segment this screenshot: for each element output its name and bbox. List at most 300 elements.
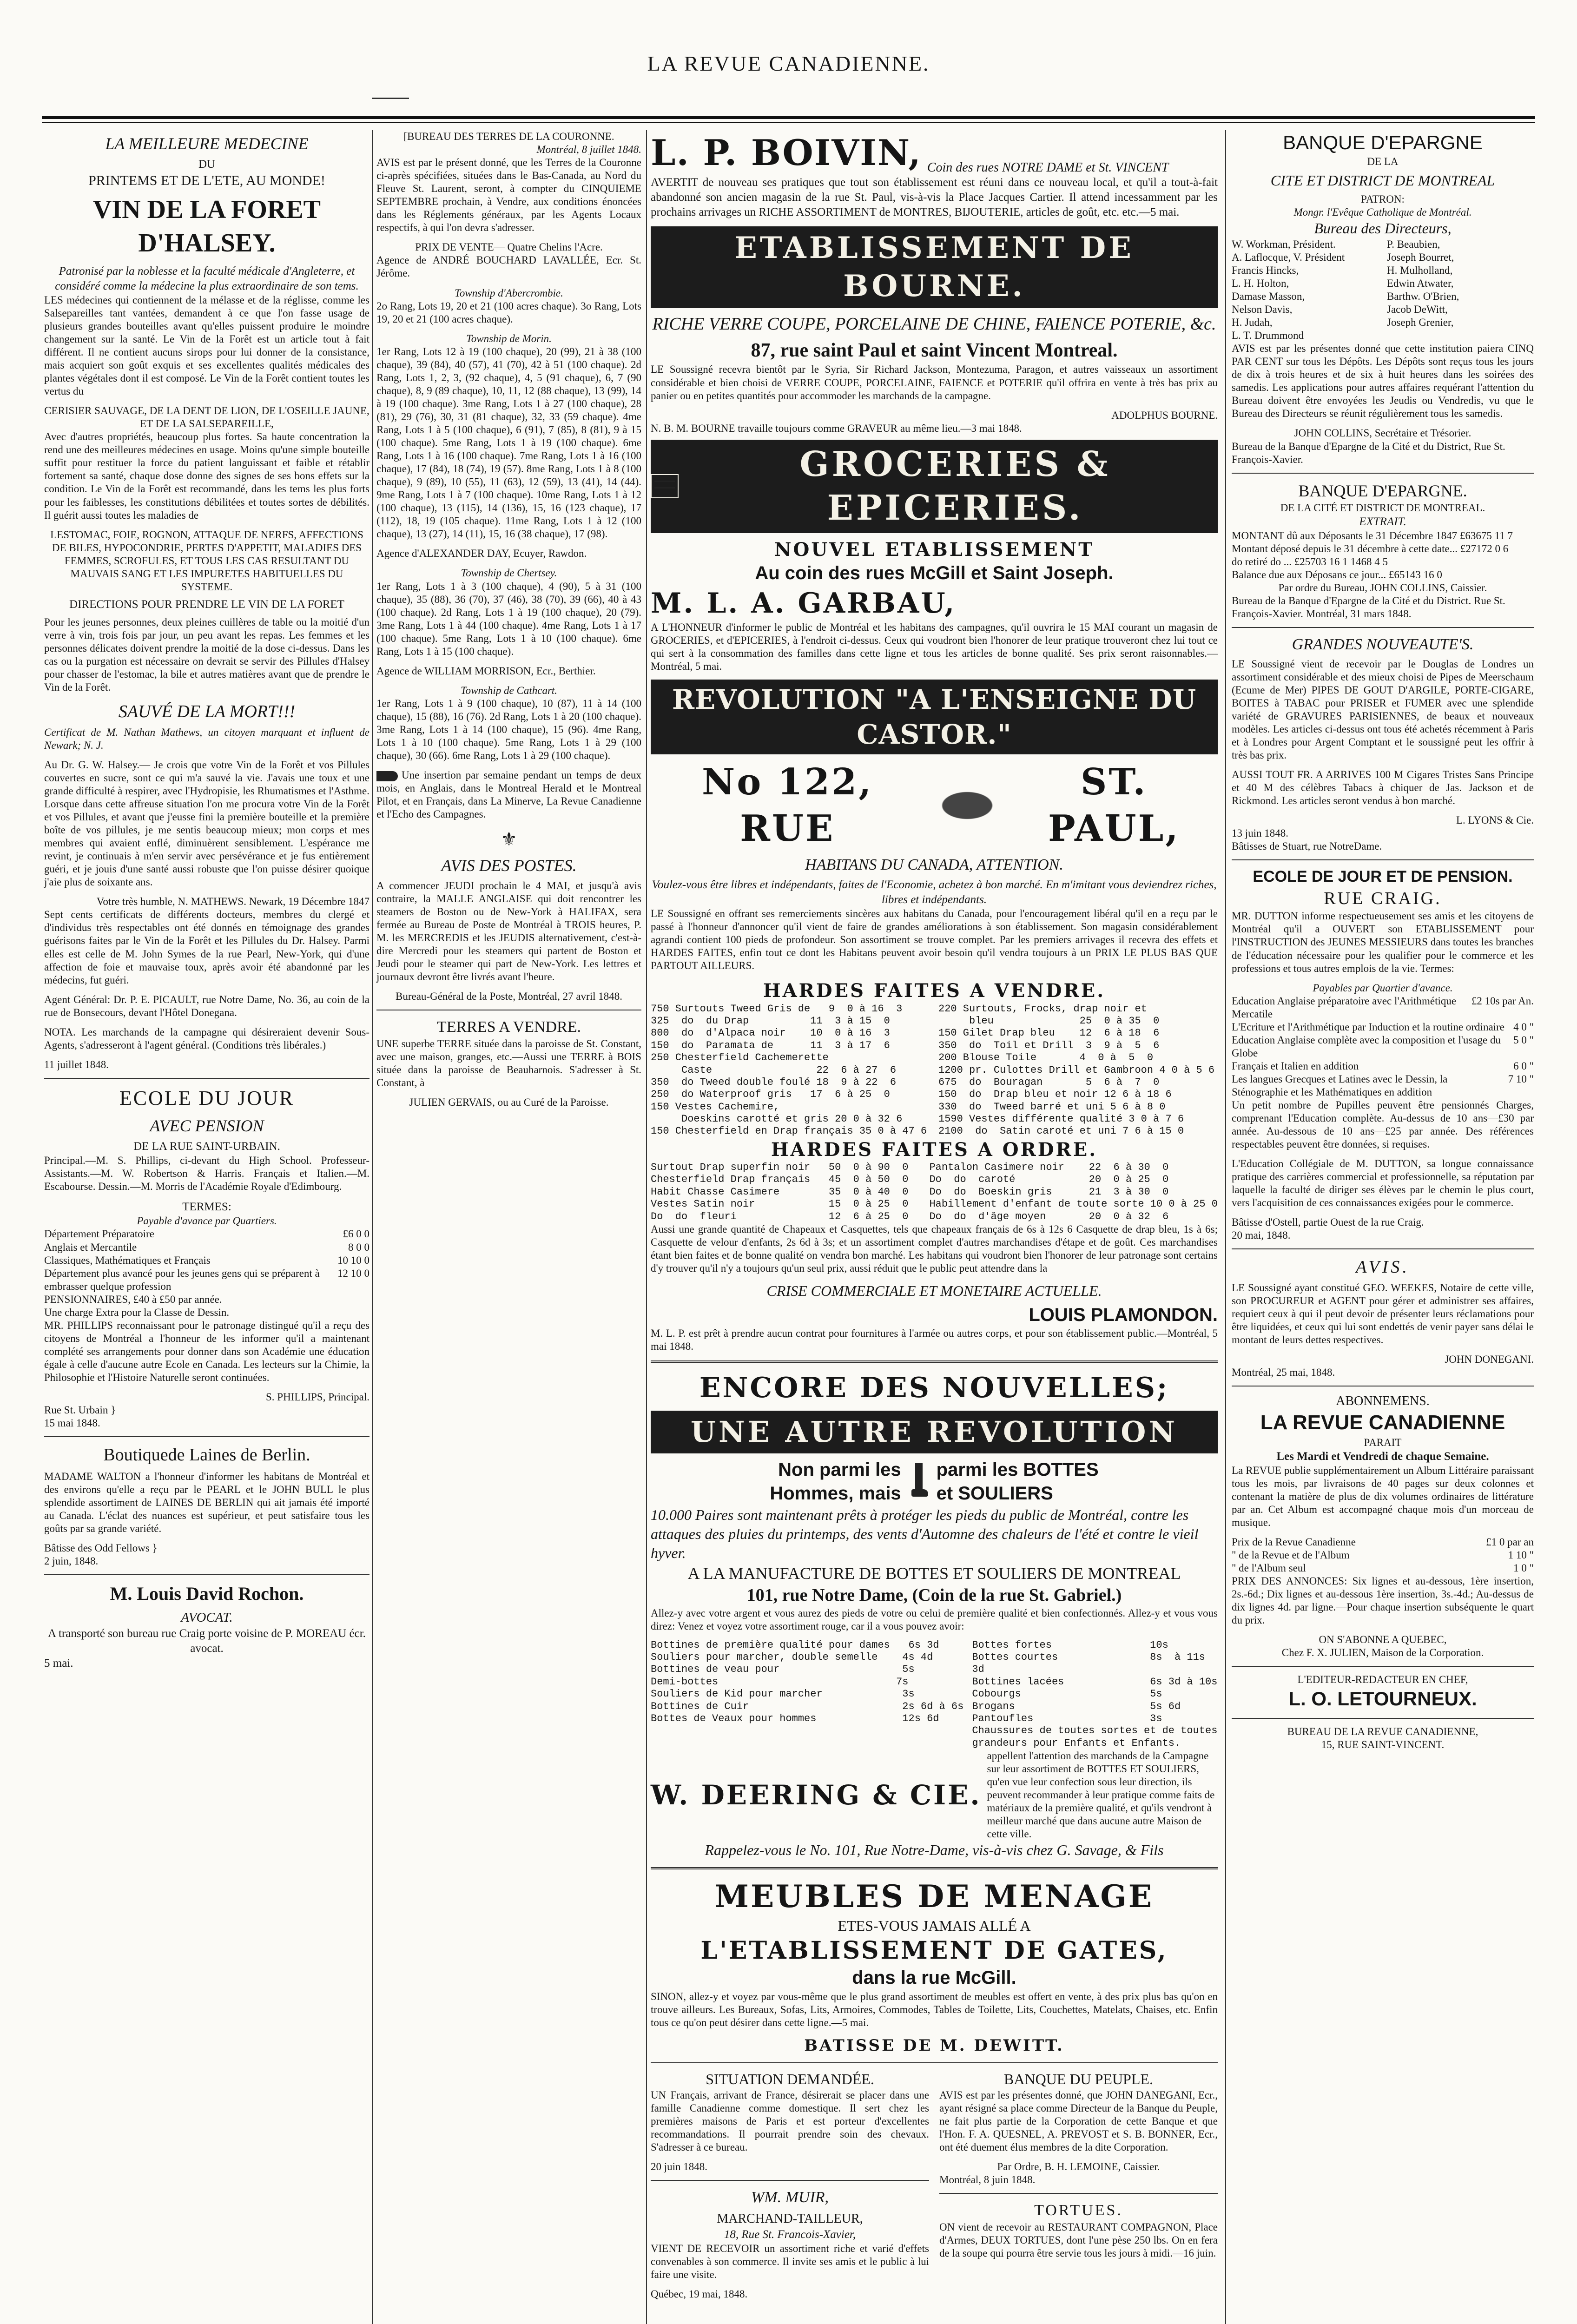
- bourne-ad: [651, 313, 1218, 435]
- berlin-address: Bâtisse des Odd Fellows }: [44, 1542, 158, 1554]
- column-3: [651, 130, 1218, 2324]
- abonnemens-prix-row-value: 1 0 ": [1513, 1562, 1534, 1574]
- terres-couronne-ad: [376, 130, 641, 821]
- director-name: L. T. Drummond: [1232, 330, 1304, 342]
- hardes-item: 200 Blouse Toile 4 0 à 5 0: [938, 1052, 1154, 1064]
- boivin-corner: Coin des rues NOTRE DAME et St. VINCENT: [927, 160, 1169, 175]
- bourne-banner: ETABLISSEMENT DE BOURNE.: [651, 226, 1218, 308]
- terres-date: Montréal, 8 juillet 1848.: [536, 144, 641, 156]
- deering-prices-left: Bottines de première qualité pour dames 6s 3d Souliers pour marcher, double semelle 4s 4d Bottines de veau pour 5s Demi-bottes 7s Souliers de Kid pour marcher 3s Bottines de Cuir 2s 6d à 6s Bottes de Veaux pour hommes 12s 6d: [651, 1639, 964, 1724]
- demandee-date: 20 juin 1848.: [651, 2161, 708, 2173]
- halsey-title-du: DU: [198, 158, 216, 171]
- castor-hardes-title: HARDES FAITES A VENDRE.: [763, 980, 1106, 1002]
- terres-lots-4: 1er Rang, Lots 1 à 9 (100 chaque), 10 (87), 11 à 14 (100 chaque), 15 (88), 16 (76). 2d Rang, Lots 1 à 20 (100 chaque). 3me Rang, Lots 1 à 14 (100 chaque), 15 (96). 4me Rang, Lots 1 à 10 (100 chaque). 5me Rang, Lots 1 à 29 (100 chaque), 30 (66). 6me Rang, Lots 1 à 29 (100 chaque).: [376, 697, 641, 762]
- pension-fee-row-value: 7 10 ": [1508, 1073, 1534, 1085]
- director-name: Edwin Atwater,: [1387, 277, 1454, 289]
- abonnemens-bureau-addr: 15, RUE SAINT-VINCENT.: [1321, 1739, 1445, 1751]
- demandee-title: SITUATION DEMANDÉE.: [706, 2071, 874, 2088]
- pension-date: 20 mai, 1848.: [1232, 1229, 1291, 1241]
- abonnemens-days: Les Mardi et Vendredi de chaque Semaine.: [1276, 1450, 1489, 1463]
- epargne-patron: Mongr. l'Evêque Catholique de Montréal.: [1293, 206, 1472, 218]
- meubles-body: SINON, allez-y et voyez par vous-même que le plus grand assortiment de meubles est offert en vente, à des prix plus bas qu'on en trouve ailleurs. Les Bureaux, Sofas, Lits, Armoires, Commodes, Tables de Toilette, Lits, Couchettes, Matelats, Chaises, etc. Enfin tous ce qu'on peut désirer dans cette ligne.—5 mai.: [651, 1990, 1218, 2028]
- pointing-hand-icon: [376, 771, 398, 781]
- divider: [651, 1360, 1218, 1363]
- pension-street: RUE CRAIG.: [1324, 888, 1442, 908]
- ecole-fee-table: [44, 1228, 370, 1306]
- ordre-item: Habit Chasse Casimere 35 0 à 40 0: [651, 1186, 909, 1198]
- abonnemens-title: ABONNEMENS.: [1336, 1394, 1430, 1409]
- halsey-title-1: LA MEILLEURE MEDECINE: [105, 134, 309, 153]
- director-name: H. Mulholland,: [1387, 264, 1453, 276]
- terres-prix: PRIX DE VENTE— Quatre Chelins l'Acre.: [415, 241, 603, 253]
- boivin-ad: [651, 130, 1218, 220]
- ordre-left-list: [651, 1162, 921, 1223]
- postes-body: A commencer JEUDI prochain le 4 MAI, et jusqu'à avis contraire, la MALLE ANGLAISE qui doit rencontrer les steamers de Boston ou de New-York à HALIFAX, sera fermée au Bureau de Poste de Montréal à TROIS heures, P. M. les MERCREDIS et les JEUDIS alternativement, c'est-à-dire Mercredi pour les steamers qui partent de Boston et Jeudi pour le steamer qui part de New-York. Les lettres et journaux devront être livrés avant l'heure.: [376, 879, 641, 983]
- groceries-name: M. L. A. GARBAU,: [651, 587, 957, 620]
- terres-body: AVIS est par le présent donné, que les Terres de la Couronne ci-après spécifiées, situées dans le Bas-Canada, au Nord du Fleuve St. Laurent, seront, à compter du CINQUIEME SEPTEMBRE prochain, à Vendre, aux conditions énoncées dans les Réglements généraux, par les Agents Locaux respectifs, à qui l'on devra s'adresser.: [376, 157, 641, 234]
- ordre-item: Do do caroté 20 0 à 25 0: [929, 1174, 1169, 1186]
- rochon-body: A transporté son bureau rue Craig porte voisine de P. MOREAU écr. avocat.: [48, 1627, 366, 1655]
- banque-peuple-date: Montréal, 8 juin 1848.: [939, 2174, 1036, 2186]
- boivin-body: AVERTIT de nouveau ses pratiques que tout son établissement est réuni dans ce nouveau local, et qu'il a tout-à-fait abandonné son ancien magasin de la rue St. Paul, vis-à-vis la Place Jacques Cartier. Il attend incessamment par les prochains arrivages un RICHE ASSORTIMENT de MONTRES, BIJOUTERIE, articles de goût, etc. etc.—5 mai.: [651, 176, 1218, 219]
- demandee-body: UN Français, arrivant de France, désirerait se placer dans une famille Canadienne comme domestique. Il sert chez les premières maisons de Paris et est porteur d'excellentes recommandations. Il pourrait prendre soin des chevaux. S'adresser à ce bureau.: [651, 2089, 929, 2153]
- bourne-nb: N. B. M. BOURNE travaille toujours comme GRAVEUR au même lieu.—3 mai 1848.: [651, 422, 1022, 434]
- pension-fee-row: [1232, 1034, 1534, 1060]
- pension-fee-row: [1232, 1021, 1534, 1034]
- pension-fee-row: [1232, 1073, 1534, 1099]
- muir-name: WM. MUIR,: [751, 2189, 829, 2206]
- epargne-sign: JOHN COLLINS, Secrétaire et Trésorier.: [1294, 427, 1471, 439]
- hardes-right-list: [938, 1003, 1218, 1138]
- ecole-body: MR. PHILLIPS reconnaissant pour le patronage distingué qu'il a reçu des citoyens de Montréal a l'honneur de les informer qu'il a maintenant complété ses arrangements pour donner dans son Académie une éducation égale à celle d'aucune autre Ecole en Canada. Les lecteurs sur la Chimie, la Philosophie et l'Histoire Naturelle seront continuées.: [44, 1319, 370, 1383]
- pension-fee-row-label: Education Anglaise préparatoire avec l'Arithmétique Mercatile: [1232, 995, 1457, 1020]
- beaver-icon: [924, 782, 1010, 829]
- director-name: L. H. Holton,: [1232, 277, 1289, 289]
- directors-right: [1387, 238, 1534, 342]
- abonnemens-prix-row-value: £1 0 par an: [1486, 1536, 1534, 1548]
- hardes-item: 2100 do Satin caroté et uni 7 6 à 15 0: [938, 1125, 1184, 1137]
- divider: [651, 2180, 929, 2181]
- pension-fee-row-label: L'Ecriture et l'Arithmétique par Induction et la routine ordinaire: [1232, 1021, 1504, 1033]
- hardes-item: 150 Chesterfield en Drap français 35 0 à 47 6: [651, 1125, 927, 1137]
- pension-title: ECOLE DE JOUR ET DE PENSION.: [1253, 868, 1513, 886]
- castor-crise: CRISE COMMERCIALE ET MONETAIRE ACTUELLE.: [766, 1282, 1102, 1300]
- castor-banner: REVOLUTION "A L'ENSEIGNE DU CASTOR.": [651, 680, 1218, 754]
- castor-sign: LOUIS PLAMONDON.: [1029, 1305, 1218, 1326]
- divider: [651, 2062, 1218, 2063]
- director-name: Nelson Davis,: [1232, 304, 1293, 316]
- hardes-item: 150 do Paramata de 11 3 à 17 6: [651, 1039, 890, 1051]
- tortues-body: ON vient de recevoir au RESTAURANT COMPAGNON, Place d'Armes, DEUX TORTUES, dont l'une pèse 250 lbs. On en fera de la soupe qui pourra être servie tous les jours à midi.—16 juin.: [939, 2221, 1218, 2259]
- deering-allez: Allez-y avec votre argent et vous aurez des pieds de votre ou celui de première qualité et bien confectionnés. Allez-y et vous vous direz: Venez et voyez votre assortiment rouge, car il a vous pouvez avoir:: [651, 1607, 1218, 1632]
- posthorn-icon: ⚜: [501, 829, 517, 850]
- halsey-directions: Pour les jeunes personnes, deux pleines cuillères de table ou la moitié d'un verre à vin, trois fois par jour, un peu avant les repas. Les femmes et les personnes délicates doivent prendre la moitié de la dose ci-dessus. Dans les cas ou la purgation est nécessaire on devrait se servir des Pillules d'Halsey pour chasser de l'estomac, la bile et autres matières avant que de prendre le Vin de la Forêt.: [44, 616, 370, 693]
- ordre-item: Do do d'âge moyen 20 0 à 32 6: [929, 1210, 1169, 1222]
- rochon-ad: [44, 1582, 370, 1671]
- groceries-ad: [651, 538, 1218, 673]
- divider: [1232, 1718, 1534, 1719]
- abonnemens-chez: Chez F. X. JULIEN, Maison de la Corporation.: [1281, 1647, 1484, 1659]
- castor-note: M. L. P. est prêt à prendre aucun contrat pour fournitures à l'armée ou autres corps, et pour son établissement public.—Montréal, 5 mai 1848.: [651, 1327, 1218, 1353]
- epargne2-addr: Bureau de la Banque d'Epargne de la Cité et du District. Rue St. François-Xavier. Montréal, 31 mars 1848.: [1232, 594, 1505, 620]
- hardes-item: 220 Surtouts, Frocks, drap noir et: [938, 1003, 1147, 1015]
- epargne2-sign: Par ordre du Bureau, JOHN COLLINS, Caissier.: [1278, 581, 1487, 594]
- ecole-fee-row-label: Département Préparatoire: [44, 1228, 154, 1240]
- terres-lots-2: 1er Rang, Lots 12 à 19 (100 chaque), 20 (99), 21 à 38 (100 chaque), 39 (84), 40 (57), 41 (70), 42 à 51 (100 chaque). 2d Rang, Lots 1, 2, 3, (92 chaque), 4, 5 (91 chaque), 6, 7 (90 chaque), 8, 9 (89 chaque), 10, 11, 12 (88 chaque), 13 (99), 14 à 19 (100 chaque). 3me Rang, Lots 1 à 27 (100 chaque), 28 (81), 29 (76), 30, 31 (81 chaque), 32, 33 (59 chaque). 4me Rang, Lots 1 à 5 (100 chaque), 6 (91), 7 (85), 8 (81), 9 à 15 (100 chaque). 5me Rang, Lots 1 à 19 (100 chaque). 6me Rang, Lots 1 à 16 (100 chaque). 7me Rang, Lots 1 à 16 (100 chaque), 17 (84), 18 (74), 19 (57). 8me Rang, Lots 1 à 8 (100 chaque), 9 (89), 10 (55), 11 (63), 12 (59), 13 (41), 14 (44). 9me Rang, Lots 1 à 7 (100 chaque). 10me Rang, Lots 1 à 12 (100 chaque), 13 (115), 14 (136), 15, 16 (123 chaque), 17 (112), 18, 19 (105 chaque). 11me Rang, Lots 1 à 12 (100 chaque), 13 (27), 14 (11), 15, 16 (38 chaque), 17 (98).: [376, 345, 641, 540]
- director-name: H. Judah,: [1232, 317, 1273, 329]
- abonnemens-prix-row-value: 1 10 ": [1508, 1549, 1534, 1561]
- ecole-sign: S. PHILLIPS, Principal.: [266, 1391, 370, 1403]
- abonnemens-body: La REVUE publie supplémentairement un Album Littéraire paraissant tous les mois, par livraisons de 40 pages sur deux colonnes et contenant la matière de plus de dix volumes ordinaires de littérature par an. Cet Album est accompagné chaque mois d'un morceau de musique.: [1232, 1464, 1534, 1528]
- pension-body-2: L'Education Collégiale de M. DUTTON, sa longue connaissance pratique des carrières commercial et professionnelle, sa réputation par laquelle la faculté de diriger ses élèves par le chemin le plus court, vers l'acquisition de ces connaissances exigées pour le commerce.: [1232, 1158, 1534, 1209]
- deering-non: Non parmi les: [778, 1459, 901, 1480]
- pension-fee-row-value: 4 0 ": [1513, 1021, 1534, 1033]
- epargne-addr: Bureau de la Banque d'Epargne de la Cité et du District, Rue St. François-Xavier.: [1232, 440, 1505, 465]
- nouveautes-body: LE Soussigné vient de recevoir par le Douglas de Londres un assortiment considérable et des mieux choisi de Pipes de Meerschaum (Ecume de Mer) PIPES DE GOUT D'ARGILE, PORTE-CIGARE, BOITES à TABAC pour PRISER et FUMER avec une splendide variété de GRAVURES PARISIENNES, de beaux et nouveaux modèles. Les articles ci-dessus ont tous été achetés récemment à Paris et à Londres pour Argent Comptant et le soussigné peut les offrir à très bas prix.: [1232, 658, 1534, 761]
- ecole-fee-row-label: Classiques, Mathématiques et Français: [44, 1254, 211, 1266]
- berlin-date: 2 juin, 1848.: [44, 1555, 99, 1567]
- director-name: A. Laflocque, V. Président: [1232, 251, 1345, 263]
- terres-township-4: Township de Cathcart.: [460, 684, 558, 696]
- divider: [1232, 1666, 1534, 1667]
- muir-address: 18, Rue St. Francois-Xavier,: [724, 2228, 856, 2241]
- abonnemens-prix-row-label: " de l'Album seul: [1232, 1562, 1306, 1574]
- nouveautes-aussi: AUSSI TOUT FR. A ARRIVES 100 M Cigares Tristes Sans Principe et 40 M des célèbres Tabacs à chiquer de Jas. Jackson et de Rickmond. Les articles seront vendus à bon marché.: [1232, 768, 1534, 807]
- banque-peuple-sign: Par Ordre, B. H. LEMOINE, Caissier.: [997, 2161, 1160, 2173]
- ecole-title: ECOLE DU JOUR: [119, 1086, 295, 1109]
- ordre-item: Pantalon Casimere noir 22 6 à 30 0: [929, 1162, 1169, 1174]
- abonnemens-prix-row: [1232, 1536, 1534, 1549]
- abonnemens-annonces: PRIX DES ANNONCES: Six lignes et au-dessous, 1ère insertion, 2s.-6d.; Dix lignes et au-dessous 1ère insertion, 3s.-4d.; Au-dessus de dix lignes 4d. par ligne.—Pour chaque insertion subséquente le quart du prix.: [1232, 1575, 1534, 1626]
- pension-fee-row: [1232, 995, 1534, 1021]
- hardes-item: 325 do du Drap 11 3 à 15 0: [651, 1015, 890, 1027]
- masthead-dash: [372, 98, 409, 99]
- ecole-fee-row: [44, 1228, 370, 1241]
- pension-pension: Un petit nombre de Pupilles peuvent être pensionnés Charges, comprenant l'Education complète. Au-dessus de 10 ans—£30 par année. Au-dessous de 10 ans—£25 par année. Des références respectables peuvent être données, si requises.: [1232, 1099, 1534, 1150]
- ecole-fee-row-label: Anglais et Mercantile: [44, 1241, 137, 1253]
- hardes-item: 1200 pr. Culottes Drill et Gambroon 4 0 à 5 6: [938, 1064, 1215, 1076]
- epargne2-title: BANQUE D'EPARGNE.: [1298, 481, 1467, 500]
- pension-fee-row-label: Les langues Grecques et Latines avec le Dessin, la Sténographie et les Mathématiques en addition: [1232, 1073, 1448, 1098]
- terres-note: [376, 769, 641, 821]
- ecole-fee-row-value: 10 10 0: [337, 1254, 370, 1266]
- hardes-item: 250 Chesterfield Cachemerette: [651, 1052, 829, 1064]
- ecole-terms-title: TERMES:: [182, 1201, 231, 1214]
- groceries-banner: [651, 440, 1218, 533]
- deering-souliers: et SOULIERS: [936, 1483, 1053, 1504]
- pension-fee-row: [1232, 1060, 1534, 1073]
- deering-paires: 10.000 Paires sont maintenant prêts à protéger les pieds du public de Montréal, contre les attaques des pluies du printemps, des vents d'Automne des chaleurs de l'été et contre le vieil hyver.: [651, 1506, 1199, 1561]
- berlin-body: MADAME WALTON a l'honneur d'informer les habitans de Montréal et des environs qu'elle a reçu par le PEARL et le JOHN BULL le plus splendide assortiment de LAINES DE BERLIN qui ait jamais été importé au Canada. L'éclat des nuances est supérieur, et peut satisfaire tous les goûts par sa grande variété.: [44, 1470, 370, 1534]
- column-divider: [372, 130, 373, 2324]
- halsey-body-2: Avec d'autres propriétés, beaucoup plus fortes. Sa haute concentration la rend une des meilleures médecines en usage. Moins qu'une simple bouteille suffit pour restituer la force du patient languissant et faible et rétablir fortement sa santé, chaque dose donne des signes de ses bons effets sur la condition. Le Vin de la Forêt est recommandé, dans les tems les plus forts pour les faiblesses, les constitutions débilitées et toutes sortes de débilités. Il guérit aussi toutes les maladies de: [44, 431, 370, 521]
- hardes-item: 250 do Waterproof gris 17 6 à 25 0: [651, 1089, 890, 1101]
- hardes-item: 150 do Drap bleu et noir 12 6 à 18 6: [938, 1089, 1172, 1101]
- director-name: Damase Masson,: [1232, 290, 1305, 302]
- pension-pay: Payables par Quartier d'avance.: [1313, 982, 1453, 994]
- avis-sign: JOHN DONEGANI.: [1445, 1353, 1534, 1366]
- divider: [44, 1574, 370, 1575]
- ordre-item: Chesterfield Drap français 45 0 à 50 0: [651, 1174, 909, 1186]
- epargne-bureau: Bureau des Directeurs,: [1314, 219, 1452, 237]
- groceries-sub: NOUVEL ETABLISSEMENT: [774, 539, 1095, 561]
- deering-hommes: Hommes, mais: [770, 1483, 901, 1504]
- ordre-item: Do do fleuri 12 6 à 25 0: [651, 1210, 909, 1222]
- divider: [44, 1078, 370, 1079]
- abonnemens-editeur: L'EDITEUR-REDACTEUR EN CHEF,: [1297, 1674, 1468, 1686]
- halsey-sauve: SAUVÉ DE LA MORT!!!: [118, 702, 296, 722]
- halsey-certificat: Certificat de M. Nathan Mathews, un citoyen marquant et influent de Newark; N. J.: [44, 726, 370, 751]
- column-4: [1232, 130, 1534, 2324]
- director-name: Barthw. O'Brien,: [1387, 290, 1459, 302]
- banque-peuple-title: BANQUE DU PEUPLE.: [1004, 2071, 1153, 2088]
- halsey-maladies: LESTOMAC, FOIE, ROGNON, ATTAQUE DE NERFS, AFFECTIONS DE BILES, HYPOCONDRIE, PERTES D'APPETIT, MALADIES DES FEMMES, SCROFULES, ET TOUS LES CAS RESULTANT DU MAUVAIS SANG ET LES IMPURETES HABITUELLES DU SYSTEME.: [50, 528, 363, 593]
- meubles-banner: MEUBLES DE MENAGE: [714, 1878, 1154, 1915]
- halsey-directions-title: DIRECTIONS POUR PRENDRE LE VIN DE LA FORET: [69, 598, 344, 611]
- divider: [44, 1436, 370, 1437]
- terres-township-1: Township d'Abercrombie.: [455, 287, 563, 299]
- terres-vendre-sign: JULIEN GERVAIS, ou au Curé de la Paroisse.: [409, 1096, 609, 1108]
- ecole-staff: Principal.—M. S. Phillips, ci-devant du High School. Professeur-Assistants.—M. W. Robertson & Harris. Français et Italien.—M. Escabourse. Dessin.—M. Morris de l'Académie Royale d'Edimbourg.: [44, 1155, 370, 1193]
- director-name: P. Beaubien,: [1387, 238, 1440, 250]
- abonnemens-parait: PARAIT: [1364, 1436, 1402, 1448]
- terres-agent-2: Agence d'ALEXANDER DAY, Ecuyer, Rawdon.: [376, 548, 587, 560]
- terres-vendre-ad: [376, 1017, 641, 1109]
- pension-sign: Bâtisse d'Ostell, partie Ouest de la rue Craig.: [1232, 1216, 1424, 1228]
- groceries-body: A L'HONNEUR d'informer le public de Montréal et les habitans des campagnes, qu'il ouvrira le 15 MAI courant un magasin de GROCERIES, et d'EPICERIES, à l'endroit ci-dessus. Ceux qui voudront bien l'honorer de leur pratique trouveront chez lui tout ce qui sert à la consommation des familles dans cette ligne et tous les articles de bonne qualité. Ses prix seront raisonnables.—Montréal, 5 mai.: [651, 621, 1218, 673]
- berlin-title: Boutiquede Laines de Berlin.: [103, 1445, 310, 1465]
- rochon-title: AVOCAT.: [181, 1610, 233, 1625]
- castor-habitans: HABITANS DU CANADA, ATTENTION.: [805, 856, 1063, 873]
- halsey-note: Sept cents certificats de différents docteurs, membres du clergé et d'individus très respectables ont été donnés en témoignage des grandes guérisons faites par le Vin de la Forêt et les Pillules du Dr. Halsey. Parmi elles est celle de M. John Symes de la rue Pearl, New-York, qui d'une affection de foie et mauvaise toux, après avoir été abandonné par les médecins, fut guéri.: [44, 909, 370, 986]
- abonnemens-prix-table: [1232, 1536, 1534, 1575]
- top-rule: [42, 116, 1535, 123]
- epargne2-line1: MONTANT dû aux Déposants le 31 Décembre 1847 £63675 11 7: [1232, 529, 1513, 541]
- ecole-address: Rue St. Urbain }: [44, 1404, 116, 1416]
- divider: [1232, 859, 1534, 860]
- abonnemens-prix-row: [1232, 1562, 1534, 1575]
- terres-note-text: Une insertion par semaine pendant un temps de deux mois, en Anglais, dans le Montreal Herald et le Montreal Pilot, et en Français, dans La Minerve, La Revue Canadienne et l'Echo des Campagnes.: [376, 769, 641, 820]
- groceries-corner: Au coin des rues McGill et Saint Joseph.: [755, 563, 1114, 584]
- epargne-patron-label: PATRON:: [1361, 193, 1405, 205]
- epargne2-extrait: EXTRAIT.: [1359, 515, 1406, 528]
- meubles-question: ETES-VOUS JAMAIS ALLÉ A: [838, 1917, 1031, 1934]
- terres-vendre-body: UNE superbe TERRE située dans la paroisse de St. Constant, avec une maison, granges, etc.—Aussi une TERRE à BOIS située dans la paroisse de Beauharnois. S'adresser à St. Constant, à: [376, 1037, 641, 1089]
- castor-street: ST. PAUL,: [1048, 760, 1180, 850]
- ecole-fee-row: [44, 1254, 370, 1267]
- castor-body: LE Soussigné en offrant ses remerciements sincères aux habitans du Canada, pour l'encouragement libéral qu'il en a reçu par le passé à l'honneur d'annoncer qu'il vient de faire de grandes améliorations à son établissement. Son magasin considérablement agrandi contient 100 pieds de profondeur. Son assortiment se trouve complet. Par les premiers arrivages il recevra des effets et HARDES FAITES, enfin tout ce dont les Habitans peuvent avoir besoin qu'il vendra toujours à un PRIX LE PLUS BAS QUE PARTOUT AILLEURS.: [651, 908, 1218, 972]
- bourne-sub: RICHE VERRE COUPE, PORCELAINE DE CHINE, FAIENCE POTERIE, &c.: [652, 314, 1216, 334]
- column-1: [44, 130, 370, 2324]
- terres-agent-3: Agence de WILLIAM MORRISON, Ecr., Berthier.: [376, 665, 596, 677]
- divider: [939, 2193, 1218, 2194]
- halsey-product: VIN DE LA FORET D'HALSEY.: [92, 195, 321, 258]
- hardes-left-list: [651, 1003, 930, 1138]
- ecole-terms-sub: Payable d'avance par Quartiers.: [137, 1215, 277, 1227]
- avis-body: LE Soussigné ayant constitué GEO. WEEKES, Notaire de cette ville, son PROCUREUR et AGENT pour gérer et administrer ses affaires, requiert ceux à qui il peut devoir de présenter leurs réclamations pour être liquidées, et ceux qui lui sont endettés de venir payer sans délai le montant de leurs dettes respectives.: [1232, 1282, 1534, 1346]
- deering-address: 101, rue Notre Dame, (Coin de la rue St. Gabriel.): [746, 1585, 1122, 1605]
- epargne-sub: DE LA: [1367, 155, 1399, 167]
- ecole-pension-ad: [1232, 867, 1534, 1242]
- epargne2-line2: Montant déposé depuis le 31 décembre à cette date... £27172 0 6: [1232, 542, 1509, 555]
- muir-body: VIENT DE RECEVOIR un assortiment riche et varié d'effets convenables à son commerce. Il invite ses amis et le public à lui faire une visite.: [651, 2242, 929, 2280]
- divider: [1232, 627, 1534, 628]
- castor-body-2: Aussi une grande quantité de Chapeaux et Casquettes, tels que chapeaux français de 6s à 12s 6 Casquette de drap bleu, 1s à 6s; Casquette de velour d'enfants, 2s 6d à 3s; et un assortiment complet d'autres marchandises d'étape et de goût. Ces marchandises étant bien faites et de bonne qualité on vendra bon marché. Les habitans qui voudront bien l'honorer de leur patronage sont certains d'y trouver qu'il n'y a toujours qu'un seul prix, aussi réduit que le public peut attendre dans la: [651, 1223, 1218, 1274]
- terres-vendre-title: TERRES A VENDRE.: [436, 1018, 581, 1036]
- halsey-nota: NOTA. Les marchands de la campagne qui désireraient devenir Sous-Agents, s'adresseront à l'agent général. (Conditions très libérales.): [44, 1026, 370, 1051]
- terres-lots-1: 2o Rang, Lots 19, 20 et 21 (100 acres chaque). 3o Rang, Lots 19, 20 et 21 (100 acres chaque).: [376, 300, 641, 325]
- hardes-item: bleu 25 0 à 35 0: [938, 1015, 1160, 1027]
- abonnemens-bureau: BUREAU DE LA REVUE CANADIENNE,: [1287, 1726, 1478, 1738]
- ordre-item: Habillement d'enfant de toute sorte 10 0 à 25 0: [929, 1198, 1218, 1210]
- banque-peuple-body: AVIS est par les présentes donné, que JOHN DANEGANI, Ecr., ayant résigné sa place comme Directeur de la Banque du Peuple, ne fait plus partie de la Corporation de cette Banque et que l'Hon. F. A. QUESNEL, A. PREVOST et S. B. BONNER, Ecr., ont été duement élus membres de la dite Corporation.: [939, 2089, 1218, 2153]
- epargne2-sub: DE LA CITÉ ET DISTRICT DE MONTREAL.: [1280, 502, 1485, 514]
- terres-lots-3: 1er Rang, Lots 1 à 3 (100 chaque), 4 (90), 5 à 31 (100 chaque), 35 (88), 36 (70), 37 (46), 38 (70), 39 (66), 40 à 43 (100 chaque). 2d Rang, Lots 1 à 19 (100 chaque), 20 (79). 3me Rang, Lots 1 à 44 (100 chaque). 4me Rang, Lots 1 à 17 (100 chaque). 5me Rang, Lots 1 à 10 (100 chaque). 6me Rang, Lots 1 à 15 (100 chaque).: [376, 580, 641, 657]
- divider: [651, 1867, 1218, 1869]
- epargne-title: BANQUE D'EPARGNE: [1283, 132, 1483, 153]
- divider: [1232, 473, 1534, 474]
- pension-fee-row-value: 5 0 ": [1513, 1034, 1534, 1046]
- ecole-fee-row-value: 12 10 0: [337, 1267, 370, 1279]
- hardes-item: 750 Surtouts Tweed Gris de 9 0 à 16 3: [651, 1003, 903, 1015]
- hardes-item: 675 do Bouragan 5 6 à 7 0: [938, 1076, 1160, 1088]
- ordre-right-list: [929, 1162, 1218, 1223]
- hardes-item: 150 Vestes Cachemire,: [651, 1101, 780, 1113]
- terres-township-3: Township de Chertsey.: [461, 567, 557, 579]
- deering-rappelez: Rappelez-vous le No. 101, Rue Notre-Dame, vis-à-vis chez G. Savage, & Fils: [705, 1842, 1164, 1859]
- epargne2-line4: Balance due aux Déposans ce jour... £65143 16 0: [1232, 568, 1442, 581]
- epargne2-line3: do retiré do ... £25703 16 1 1468 4 5: [1232, 555, 1388, 568]
- halsey-agent: Agent Général: Dr. P. E. PICAULT, rue Notre Dame, No. 36, au coin de la rue de Bonsecours, devant l'Hôtel Donegana.: [44, 993, 370, 1018]
- director-name: W. Workman, Président.: [1232, 238, 1336, 250]
- directors-left: [1232, 238, 1379, 342]
- hardes-item: 150 Gilet Drap bleu 12 6 à 18 6: [938, 1027, 1160, 1039]
- deering-banner-1: ENCORE DES NOUVELLES;: [699, 1372, 1169, 1405]
- bourne-sign: ADOLPHUS BOURNE.: [1111, 409, 1218, 421]
- postes-sign: Bureau-Général de la Poste, Montréal, 27 avril 1848.: [396, 990, 622, 1002]
- avis-date: Montréal, 25 mai, 1848.: [1232, 1367, 1335, 1379]
- halsey-date: 11 juillet 1848.: [44, 1058, 109, 1070]
- bourne-body: LE Soussigné recevra bientôt par le Syria, Sir Richard Jackson, Montezuma, Paragon, et autres vaisseaux un assortiment considérable et bien choisi de VERRE COUPE, PORCELAINE, FAIENCE et POTERIE qu'il offrira en vente à très bas prix au panier ou en petites quantités pour accommoder les marchands de la campagne.: [651, 363, 1218, 402]
- ecole-fee-row: [44, 1241, 370, 1254]
- director-name: Francis Hincks,: [1232, 264, 1299, 276]
- ecole-fee-row: [44, 1293, 370, 1306]
- groceries-banner-text: GROCERIES & EPICERIES.: [799, 444, 1111, 528]
- abonnemens-editor-name: L. O. LETOURNEUX.: [1288, 1688, 1477, 1710]
- halsey-patronage: Patronisé par la noblesse et la faculté médicale d'Angleterre, et considéré comme la médecine la plus extraordinaire de son tems.: [55, 264, 359, 292]
- muir-title: MARCHAND-TAILLEUR,: [717, 2211, 863, 2226]
- pension-fee-row-value: £2 10s par An.: [1471, 995, 1534, 1007]
- abonnemens-prix-row: [1232, 1549, 1534, 1562]
- ecole-date: 15 mai 1848.: [44, 1417, 100, 1429]
- column-divider: [646, 130, 647, 2324]
- abonnemens-ad: [1232, 1393, 1534, 1751]
- ecole-fee-row-label: Département plus avancé pour les jeunes gens qui se préparent à embrasser quelque profession: [44, 1267, 320, 1292]
- divider: [1232, 1248, 1534, 1249]
- pension-body: MR. DUTTON informe respectueusement ses amis et les citoyens de Montréal qu'il a OUVERT son ETABLISSEMENT pour l'INSTRUCTION des JEUNES MESSIEURS dans toutes les branches de l'éducation nécessaire pour les qualifier pour le commerce et les professions et tous autres emplois de la vie. Termes:: [1232, 910, 1534, 974]
- meubles-sign: BATISSE DE M. DEWITT.: [804, 2036, 1064, 2055]
- halsey-ingredients: CERISIER SAUVAGE, DE LA DENT DE LION, DE L'OSEILLE JAUNE, ET DE LA SALSEPAREILLE,: [44, 405, 370, 430]
- halsey-testimonial: Au Dr. G. W. Halsey.— Je crois que votre Vin de la Forêt et vos Pillules couvertes en sucre, sont ce qui m'a sauvé la vie. J'avais une toux et une grande difficulté à respirer, avec l'Hydropisie, les Rhumatismes et l'Asthme. Lorsque dans cette affreuse situation l'on me procura votre Vin de la Forêt et vos Pillules, et avant que j'eusse fini la première bouteille et la première boîte de vos pillules, je me sentis beaucoup mieux; mon corps et mes membres qui avaient enflé, diminuèrent sensiblement. L'espérance me revint, je continuais à m'en servir avec persévérance et je fus entièrement guéri, et je jouis d'une santé aussi robuste que l'on puisse désirer quoique j'aie plus de soixante ans.: [44, 759, 370, 888]
- ecole-fee-row-label: PENSIONNAIRES, £40 à £50 par année.: [44, 1293, 222, 1305]
- castor-ordre-title: HARDES FAITES A ORDRE.: [771, 1138, 1098, 1161]
- director-name: Jacob DeWitt,: [1387, 304, 1448, 316]
- director-name: Joseph Grenier,: [1387, 317, 1454, 329]
- pension-fee-row-value: 6 0 ": [1513, 1060, 1534, 1072]
- bourne-address: 87, rue saint Paul et saint Vincent Montreal.: [751, 339, 1118, 361]
- halsey-signature: Votre très humble, N. MATHEWS. Newark, 19 Décembre 1847: [96, 896, 370, 908]
- storefront-icon: [651, 474, 679, 498]
- nouveautes-ad: [1232, 634, 1534, 853]
- halsey-body-1: LES médecines qui contiennent de la mélasse et de la réglisse, comme les Salsepareilles tant vantées, demandent à ce que l'on fasse usage de plusieurs grandes bouteilles avant qu'elles puissent produire le moindre changement sur la santé. Le Vin de la Forêt est un article tout à fait différent. Il ne contient aucuns sirops pour lui donner de la consistance, mais acquiert son goût exquis et ses excellentes qualités médicales des plantes végétales dont il est composé. Le Vin de la Forêt contient toutes les vertus du: [44, 294, 370, 397]
- meubles-where: dans la rue McGill.: [852, 1967, 1016, 1988]
- demandee-ad: [651, 2070, 929, 2301]
- avis-title: AVIS.: [1356, 1257, 1410, 1277]
- boot-icon: [910, 1463, 928, 1500]
- nouveautes-sign: L. LYONS & Cie.: [1456, 814, 1534, 826]
- castor-ad: [651, 759, 1218, 1353]
- hardes-item: 350 do Toil et Drill 3 9 à 5 6: [938, 1039, 1160, 1051]
- halsey-ad: [44, 133, 370, 1071]
- muir-date: Québec, 19 mai, 1848.: [651, 2288, 748, 2300]
- banque-epargne-2-ad: [1232, 480, 1534, 621]
- pension-fee-row-label: Français et Italien en addition: [1232, 1060, 1359, 1072]
- ecole-street: DE LA RUE SAINT-URBAIN.: [133, 1140, 280, 1153]
- terres-agent-1: Agence de ANDRÉ BOUCHARD LAVALLÉE, Ecr. St. Jérôme.: [376, 254, 641, 279]
- ecole-jour-ad: [44, 1085, 370, 1430]
- hardes-item: Caste 22 6 à 27 6: [651, 1064, 897, 1076]
- epargne-cite: CITE ET DISTRICT DE MONTREAL: [1270, 172, 1495, 189]
- column-divider: [1225, 130, 1226, 2324]
- terres-header: [BUREAU DES TERRES DE LA COURONNE.: [403, 131, 614, 142]
- ecole-fee-row-value: 8 0 0: [348, 1241, 370, 1253]
- director-name: Joseph Bourret,: [1387, 251, 1454, 263]
- berlin-ad: [44, 1444, 370, 1568]
- deering-bottes: parmi les BOTTES: [936, 1459, 1099, 1480]
- banque-epargne-ad: [1232, 130, 1534, 466]
- abonnemens-revue: LA REVUE CANADIENNE: [1260, 1411, 1505, 1434]
- pension-fee-table: [1232, 995, 1534, 1099]
- deering-banner-2: UNE AUTRE REVOLUTION: [651, 1411, 1218, 1453]
- ecole-fee-row-value: £6 0 0: [343, 1228, 370, 1240]
- boivin-name: L. P. BOIVIN,: [651, 132, 922, 173]
- halsey-title-2: PRINTEMS ET DE L'ETE, AU MONDE!: [88, 173, 325, 189]
- epargne-body: AVIS est par les présentes donné que cette institution paiera CINQ PAR CENT sur tous les Dépôts. Les Dépôts sont reçus tous les jours de dix à trois heures et de six à huit heures dans les soirées des samedis. Les applications pour autres affaires requérant l'attention du Bureau doivent être envoyées les Jeudis ou Vendredis, vu que le Bureau des Directeurs se réunit régulièrement tous les samedis.: [1232, 343, 1534, 420]
- avis-ad: [1232, 1256, 1534, 1379]
- tortues-title: TORTUES.: [1034, 2202, 1123, 2219]
- ordre-item: Vestes Satin noir 15 0 à 25 0: [651, 1198, 909, 1210]
- meubles-etab: L'ETABLISSEMENT DE GATES,: [700, 1936, 1168, 1965]
- deering-name: W. DEERING & CIE.: [651, 1779, 982, 1811]
- hardes-item: 330 do Tweed barré et uni 5 6 à 8 0: [938, 1101, 1166, 1113]
- ordre-item: Surtout Drap superfin noir 50 0 à 90 0: [651, 1162, 909, 1174]
- rochon-name: M. Louis David Rochon.: [110, 1583, 304, 1604]
- pension-fee-row-label: Education Anglaise complète avec la composition et l'usage du Globe: [1232, 1034, 1501, 1059]
- castor-slogan: Voulez-vous être libres et indépendants, faites de l'Economie, achetez à bon marché. En m'imitant vous deviendrez riches, libres et indépendants.: [652, 878, 1217, 906]
- meubles-ad: [651, 1877, 1218, 2056]
- deering-manufacture: A LA MANUFACTURE DE BOTTES ET SOULIERS DE MONTREAL: [687, 1564, 1181, 1583]
- postes-ad: [376, 855, 641, 1003]
- postes-title: AVIS DES POSTES.: [441, 856, 577, 875]
- hardes-item: Doeskins carotté et gris 20 0 à 32 6: [651, 1113, 903, 1125]
- abonnemens-prix-row-label: Prix de la Revue Canadienne: [1232, 1536, 1356, 1548]
- hardes-item: 1590 Vestes différente qualité 3 0 à 7 6: [938, 1113, 1184, 1125]
- nouveautes-addr: Bâtisses de Stuart, rue NotreDame.: [1232, 840, 1382, 852]
- nouveautes-title: GRANDES NOUVEAUTE'S.: [1292, 636, 1474, 654]
- masthead-title: LA REVUE CANADIENNE.: [647, 52, 930, 75]
- banque-peuple-ad: [939, 2070, 1218, 2301]
- abonnemens-prix-row-label: " de la Revue et de l'Album: [1232, 1549, 1350, 1561]
